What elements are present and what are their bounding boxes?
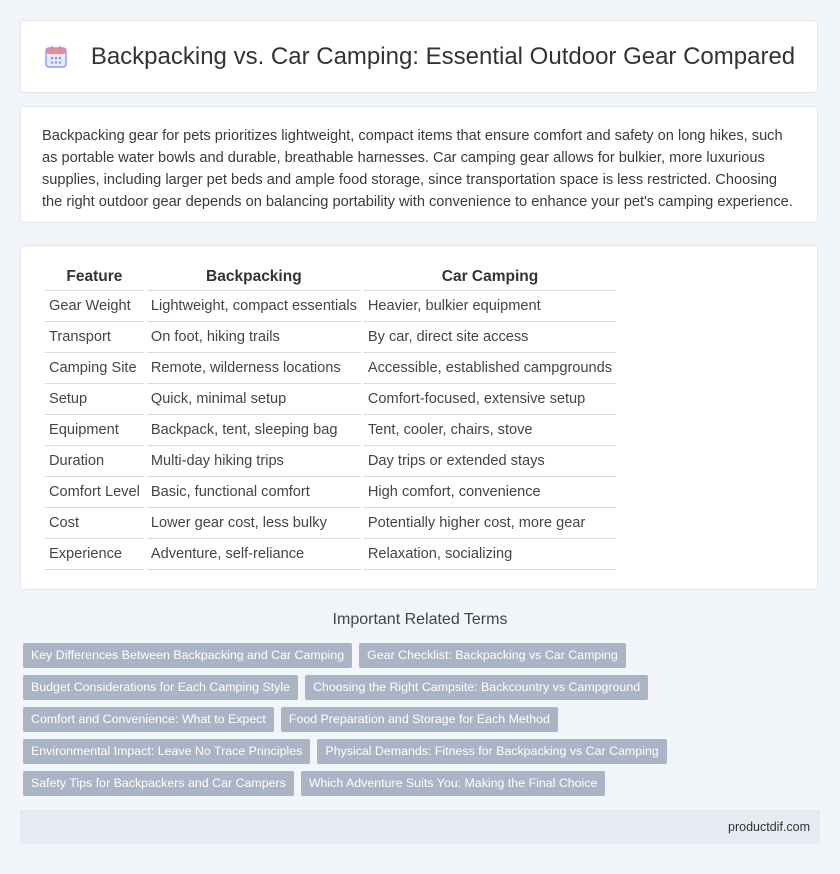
table-row (45, 384, 616, 415)
table-cell: Quick, minimal setup (147, 384, 361, 415)
table-cell: Tent, cooler, chairs, stove (364, 415, 616, 446)
table-cell: Gear Weight (45, 291, 144, 322)
related-term-tag[interactable]: Gear Checklist: Backpacking vs Car Camping (359, 643, 626, 668)
table-cell: Day trips or extended stays (364, 446, 616, 477)
table-cell: Equipment (45, 415, 144, 446)
table-cell: Lightweight, compact essentials (147, 291, 361, 322)
table-cell: Potentially higher cost, more gear (364, 508, 616, 539)
table-row (45, 322, 616, 353)
table-cell: Cost (45, 508, 144, 539)
table-row (45, 415, 616, 446)
table-cell: Comfort-focused, extensive setup (364, 384, 616, 415)
table-header-row (45, 264, 616, 291)
related-term-tag[interactable]: Key Differences Between Backpacking and Car Camping (23, 643, 352, 668)
table-cell: Comfort Level (45, 477, 144, 508)
related-terms-title: Important Related Terms (332, 611, 508, 628)
related-term-tag[interactable]: Budget Considerations for Each Camping Style (23, 675, 298, 700)
column-header: Feature (45, 264, 144, 291)
comparison-card (20, 245, 818, 590)
table-row (45, 446, 616, 477)
table-cell: Multi-day hiking trips (147, 446, 361, 477)
table-cell: Relaxation, socializing (364, 539, 616, 570)
table-cell: Experience (45, 539, 144, 570)
table-row (45, 353, 616, 384)
related-term-tag[interactable]: Comfort and Convenience: What to Expect (23, 707, 274, 732)
table-cell: Remote, wilderness locations (147, 353, 361, 384)
table-cell: Setup (45, 384, 144, 415)
comparison-table (42, 264, 619, 570)
intro-text: Backpacking gear for pets prioritizes lightweight, compact items that ensure comfort and safety on long hikes, such as portable water bowls and durable, breathable harnesses. Car camping gear allows for bulkier, more luxurious supplies, including larger pet beds and ample food storage, since transportation space is less restricted. Choosing the right outdoor gear depends on balancing portability with convenience to enhance your pet's camping experience. (42, 128, 793, 210)
table-cell: Basic, functional comfort (147, 477, 361, 508)
table-row (45, 477, 616, 508)
footer-site[interactable]: productdif.com (728, 820, 810, 834)
table-cell: Backpack, tent, sleeping bag (147, 415, 361, 446)
title-card (20, 20, 818, 93)
table-row (45, 508, 616, 539)
related-term-tag[interactable]: Safety Tips for Backpackers and Car Campers (23, 771, 294, 796)
table-cell: High comfort, convenience (364, 477, 616, 508)
column-header: Car Camping (364, 264, 616, 291)
related-term-tag[interactable]: Food Preparation and Storage for Each Method (281, 707, 558, 732)
related-terms-list (23, 643, 823, 803)
table-cell: On foot, hiking trails (147, 322, 361, 353)
related-term-tag[interactable]: Choosing the Right Campsite: Backcountry vs Campground (305, 675, 648, 700)
table-row (45, 539, 616, 570)
calendar-icon (43, 44, 69, 70)
column-header: Backpacking (147, 264, 361, 291)
table-cell: Adventure, self-reliance (147, 539, 361, 570)
related-term-tag[interactable]: Which Adventure Suits You: Making the Final Choice (301, 771, 606, 796)
table-cell: By car, direct site access (364, 322, 616, 353)
table-cell: Heavier, bulkier equipment (364, 291, 616, 322)
table-row (45, 291, 616, 322)
table-cell: Lower gear cost, less bulky (147, 508, 361, 539)
table-cell: Accessible, established campgrounds (364, 353, 616, 384)
footer (20, 810, 820, 844)
page-title: Backpacking vs. Car Camping: Essential Outdoor Gear Compared (90, 42, 796, 70)
related-term-tag[interactable]: Environmental Impact: Leave No Trace Principles (23, 739, 310, 764)
intro-card (20, 106, 818, 223)
table-cell: Duration (45, 446, 144, 477)
table-cell: Transport (45, 322, 144, 353)
table-cell: Camping Site (45, 353, 144, 384)
related-term-tag[interactable]: Physical Demands: Fitness for Backpacking vs Car Camping (317, 739, 666, 764)
